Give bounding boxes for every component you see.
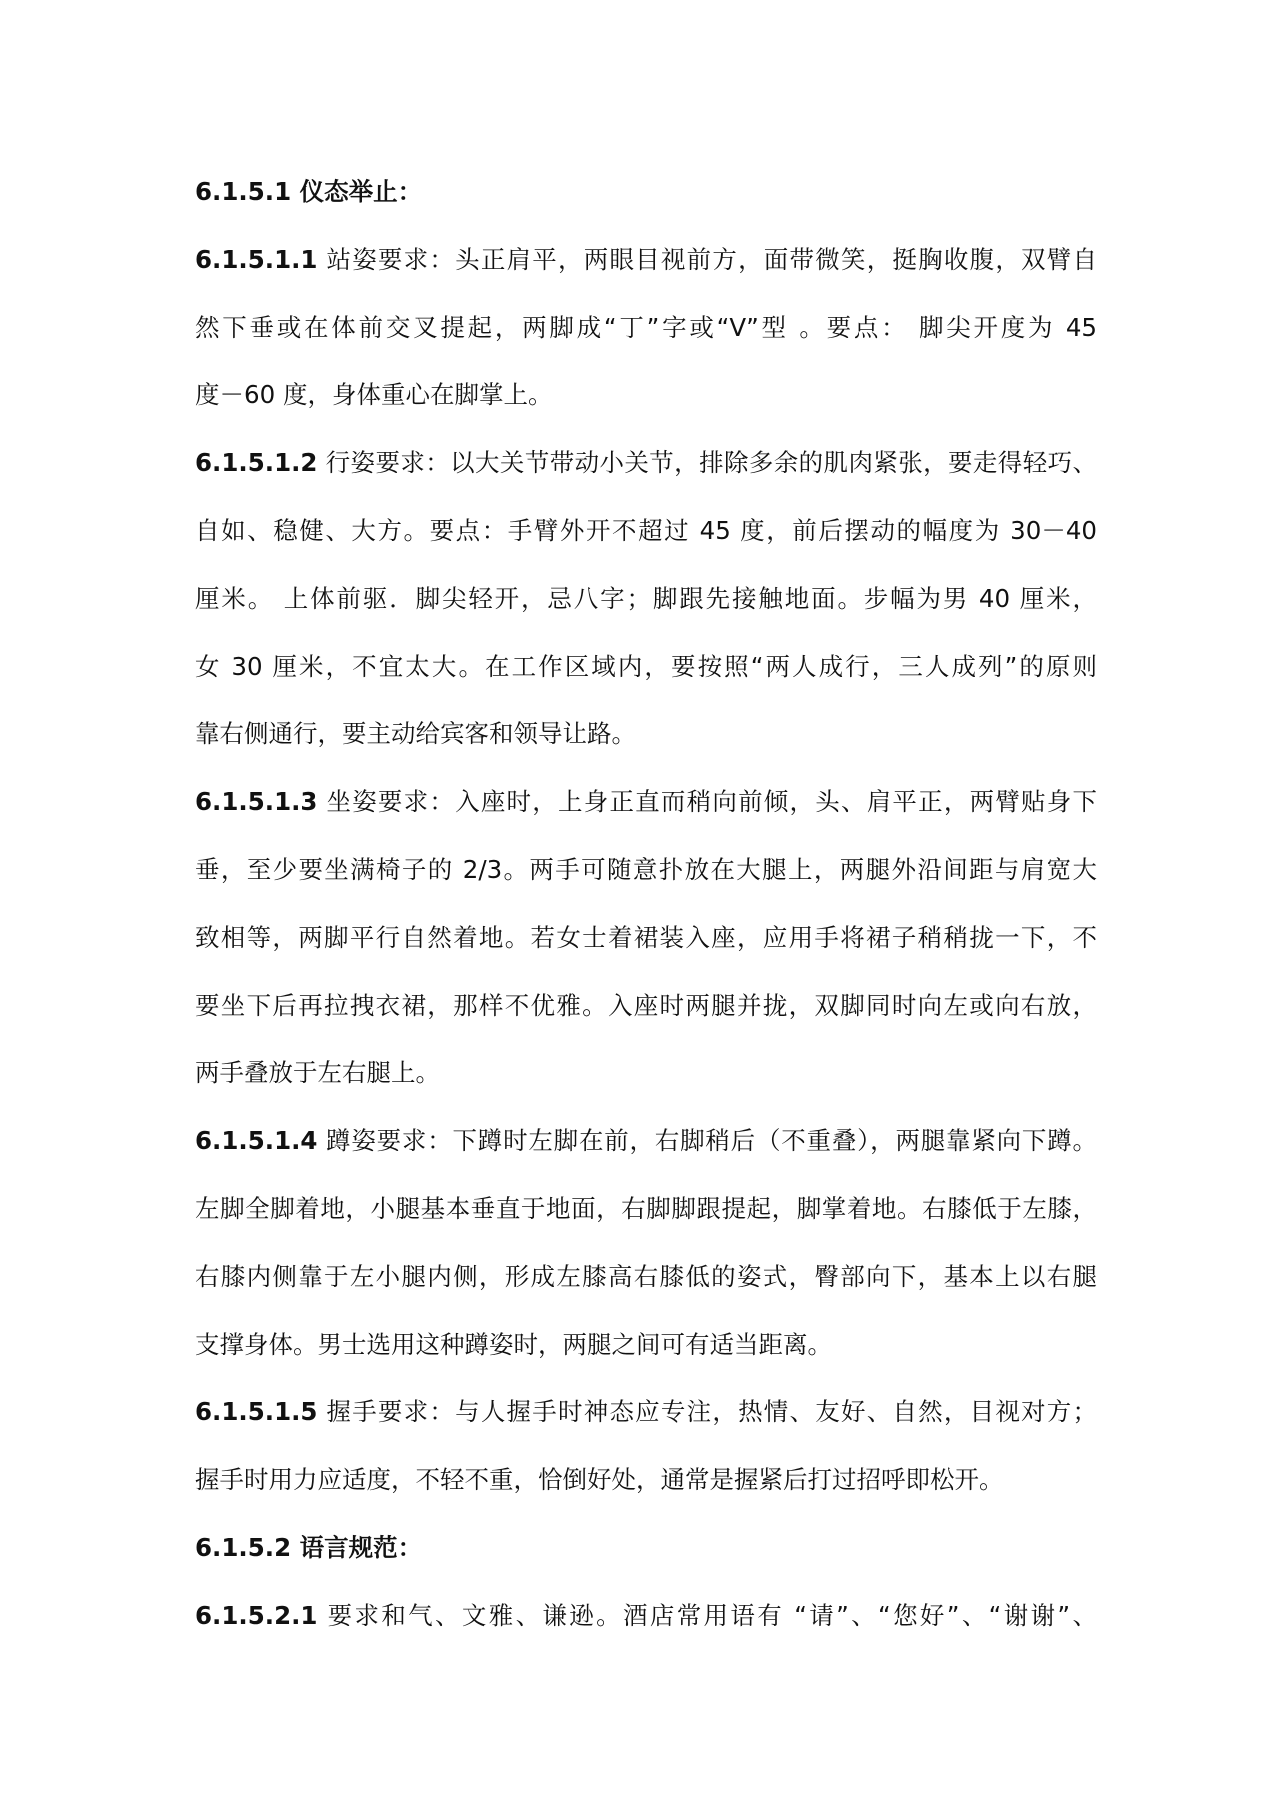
paragraph-line	[195, 1582, 1097, 1650]
clause-number: 6.1.5.1.1	[195, 244, 318, 274]
paragraph-line	[195, 226, 1097, 294]
clause-number: 6.1.5.1.2	[195, 448, 318, 478]
paragraph-text: 度－60 度，身体重心在脚掌上。	[195, 380, 553, 410]
paragraph-line	[195, 1446, 1097, 1514]
paragraph-text: 握手时用力应适度，不轻不重，恰倒好处，通常是握紧后打过招呼即松开。	[195, 1465, 1004, 1495]
paragraph-text: 两手叠放于左右腿上。	[195, 1058, 440, 1088]
paragraph-text: 致相等，两脚平行自然着地。若女士着裙装入座，应用手将裙子稍稍拢一下，不	[195, 922, 1097, 952]
paragraph-text: 厘米。 上体前驱．脚尖轻开，忌八字；脚跟先接触地面。步幅为男 40 厘米，	[195, 583, 1097, 613]
clause-number: 6.1.5.2.1	[195, 1600, 318, 1630]
paragraph-line	[195, 1107, 1097, 1175]
paragraph-line	[195, 904, 1097, 972]
section-number: 6.1.5.2	[195, 1532, 292, 1562]
paragraph-text: 坐姿要求：入座时，上身正直而稍向前倾，头、肩平正，两臂贴身下	[326, 787, 1097, 817]
paragraph-text: 要求和气、文雅、谦逊。酒店常用语有 “请”、“您好”、“谢谢”、	[327, 1600, 1097, 1630]
section-title: 语言规范：	[299, 1532, 423, 1562]
paragraph-text: 行姿要求：以大关节带动小关节，排除多余的肌肉紧张，要走得轻巧、	[325, 448, 1097, 478]
paragraph-text: 左脚全脚着地，小腿基本垂直于地面，右脚脚跟提起，脚掌着地。右膝低于左膝，	[195, 1193, 1097, 1223]
paragraph-text: 然下垂或在体前交叉提起，两脚成“丁”字或“V”型 。要点： 脚尖开度为 45	[195, 312, 1097, 342]
paragraph-line	[195, 1039, 1097, 1107]
section-heading	[195, 1514, 1097, 1582]
clause-number: 6.1.5.1.4	[195, 1126, 318, 1156]
paragraph-text: 靠右侧通行，要主动给宾客和领导让路。	[195, 719, 636, 749]
paragraph-text: 握手要求：与人握手时神态应专注，热情、友好、自然，目视对方；	[326, 1397, 1097, 1427]
paragraph-text: 支撑身体。男士选用这种蹲姿时，两腿之间可有适当距离。	[195, 1329, 832, 1359]
paragraph-line	[195, 700, 1097, 768]
paragraph-line	[195, 497, 1097, 565]
paragraph-text: 要坐下后再拉拽衣裙，那样不优雅。入座时两腿并拢，双脚同时向左或向右放，	[195, 990, 1097, 1020]
paragraph-text: 自如、稳健、大方。要点：手臂外开不超过 45 度，前后摆动的幅度为 30－40	[195, 515, 1097, 545]
paragraph-line	[195, 836, 1097, 904]
clause-number: 6.1.5.1.5	[195, 1397, 318, 1427]
paragraph-line	[195, 1378, 1097, 1446]
paragraph-line	[195, 972, 1097, 1040]
paragraph-text: 站姿要求：头正肩平，两眼目视前方，面带微笑，挺胸收腹，双臂自	[326, 244, 1097, 274]
paragraph-text: 右膝内侧靠于左小腿内侧，形成左膝高右膝低的姿式，臀部向下，基本上以右腿	[195, 1261, 1097, 1291]
paragraph-line	[195, 1243, 1097, 1311]
paragraph-line	[195, 565, 1097, 633]
clause-number: 6.1.5.1.3	[195, 787, 318, 817]
paragraph-line	[195, 294, 1097, 362]
paragraph-text: 垂，至少要坐满椅子的 2/3。两手可随意扑放在大腿上，两腿外沿间距与肩宽大	[195, 854, 1097, 884]
paragraph-line	[195, 429, 1097, 497]
paragraph-line	[195, 1175, 1097, 1243]
section-heading	[195, 158, 1097, 226]
paragraph-line	[195, 361, 1097, 429]
document-body	[195, 158, 1097, 1650]
section-number: 6.1.5.1	[195, 177, 292, 206]
section-title: 仪态举止：	[299, 177, 423, 206]
paragraph-text: 女 30 厘米，不宜太大。在工作区域内，要按照“两人成行，三人成列”的原则	[195, 651, 1097, 681]
paragraph-line	[195, 768, 1097, 836]
paragraph-line	[195, 1311, 1097, 1379]
paragraph-line	[195, 633, 1097, 701]
paragraph-text: 蹲姿要求：下蹲时左脚在前，右脚稍后（不重叠），两腿靠紧向下蹲。	[326, 1126, 1097, 1156]
